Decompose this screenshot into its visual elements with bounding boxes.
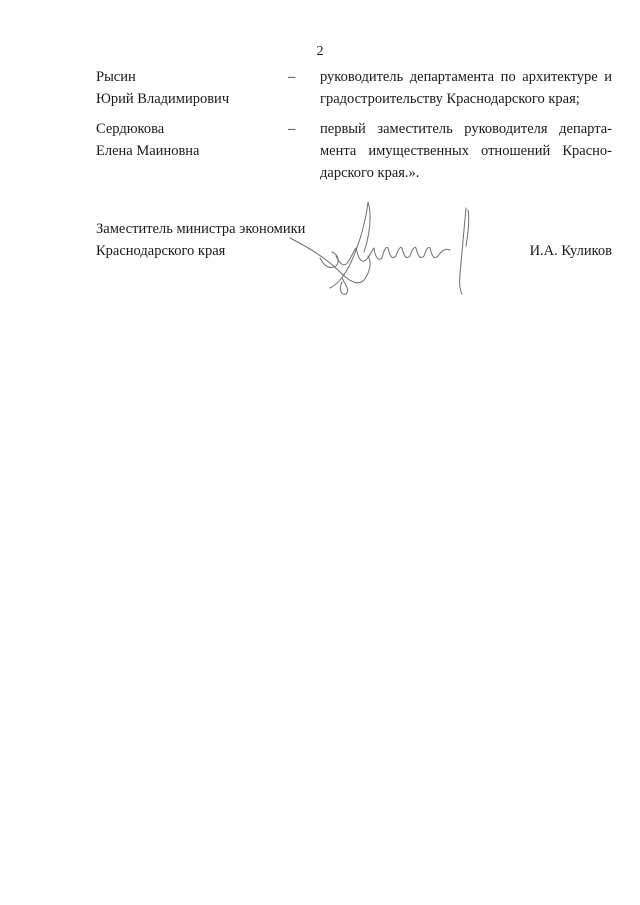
member-surname: Сердюкова [96, 121, 165, 137]
dash-separator: – [288, 121, 296, 137]
position-line: мента имущественных отношений Красно- [320, 143, 612, 159]
dash-separator: – [288, 69, 296, 85]
member-surname: Рысин [96, 69, 136, 85]
member-position [320, 118, 612, 184]
member-name [96, 66, 276, 110]
signatory-name: И.А. Куликов [529, 243, 612, 259]
member-given-names: Елена Маиновна [96, 143, 200, 159]
handwritten-signature [280, 190, 510, 300]
position-line: дарского края.». [320, 165, 420, 181]
position-line: первый заместитель руководителя департа- [320, 121, 612, 137]
position-line: руководитель департамента по архитектуре и [320, 69, 612, 85]
signatory-title-line: Заместитель министра экономики [96, 221, 306, 237]
page-number: 2 [316, 44, 324, 59]
member-position [320, 66, 612, 110]
signatory-title-line: Краснодарского края [96, 243, 226, 259]
position-line: градостроительству Краснодарского края; [320, 91, 580, 107]
member-given-names: Юрий Владимирович [96, 91, 230, 107]
member-name [96, 118, 276, 162]
